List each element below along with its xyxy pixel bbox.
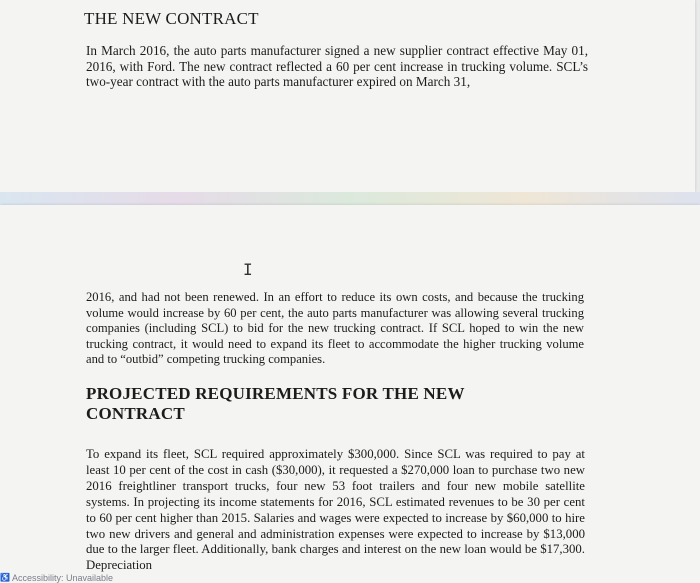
paragraph-projected-requirements: To expand its fleet, SCL required approximately $300,000. Since SCL was required to pay at least 10 per cent of the cost in cash ($30,000), it requested a $270,000 loan to purchase two new 2016 freightliner transport trucks, four new 53 foot trailers and four new mobile satellite systems. In projecting its income statements for 2016, SCL estimated revenues to be 30 per cent to 60 per cent higher than 2015. Salaries and wages were expected to increase by $60,000 to hire two new drivers and general and administration expenses were expected to increase by $13,000 due to the larger fleet. Additionally, bank charges and interest on the new loan would be $17,300. Depreciation — [86, 447, 585, 573]
paragraph-new-contract-top: In March 2016, the auto parts manufacturer signed a new supplier contract effective May 01, 2016, with Ford. The new contract reflected a 60 per cent increase in trucking volume. SCL’s two-year contract with the auto parts manufacturer expired on March 31, — [86, 43, 588, 90]
page-gap — [0, 192, 700, 205]
accessibility-icon: ♿ — [0, 573, 10, 582]
status-bar[interactable] — [0, 572, 113, 583]
section-heading-new-contract: THE NEW CONTRACT — [84, 9, 259, 28]
paragraph-new-contract-continued: 2016, and had not been renewed. In an effort to reduce its own costs, and because the trucking volume would increase by 60 per cent, the auto parts manufacturer was allowing several trucking companies (including SCL) to bid for the new trucking contract. If SCL hoped to win the new trucking contract, it would need to expand its fleet to accommodate the higher trucking volume and to “outbid” competing trucking companies. — [86, 290, 584, 367]
text-cursor-icon: I — [243, 260, 253, 279]
section-heading-projected-requirements: PROJECTED REQUIREMENTS FOR THE NEW CONTRACT — [86, 384, 465, 423]
accessibility-status-text: Accessibility: Unavailable — [11, 572, 114, 583]
